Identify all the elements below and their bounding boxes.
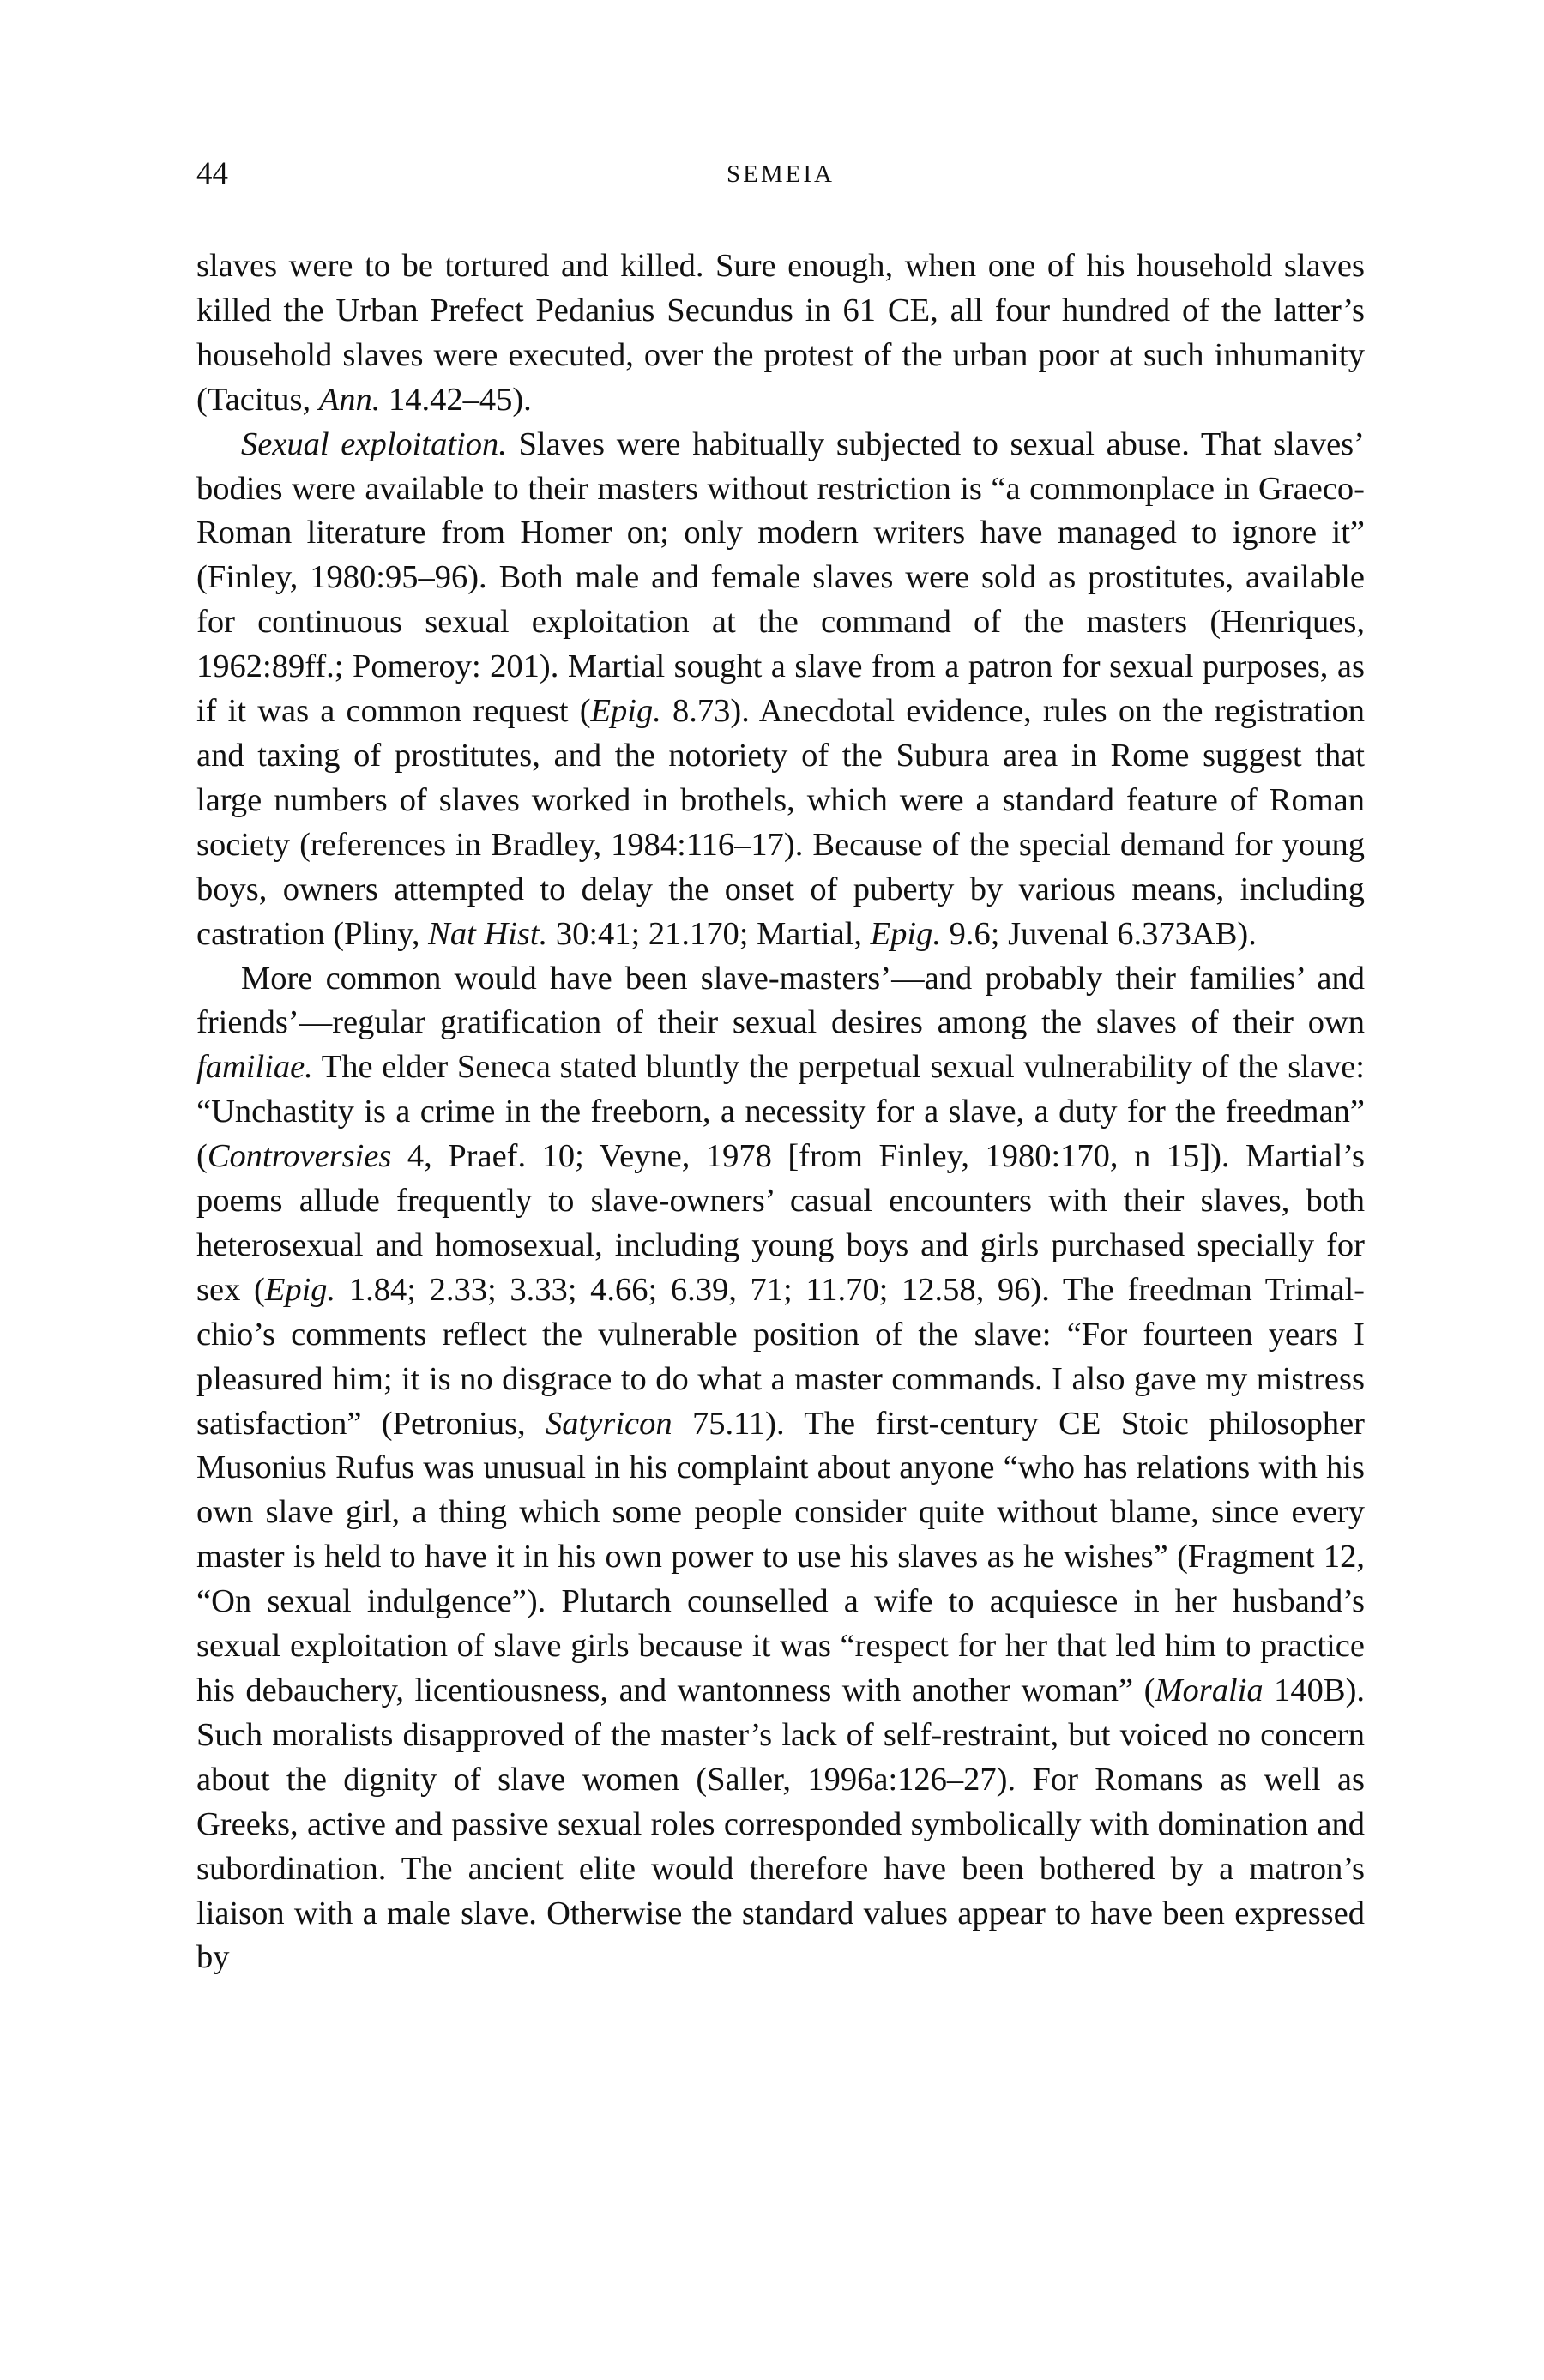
text-run: slaves were to be tortured and killed. Sure enough, when one of his household slaves killed the Urban Prefect Pedanius Secundus in 61 CE, all four hundred of the latter’s household slaves were executed, over the protest of the urban poor at such inhumanity (Tacitus, (196, 248, 1365, 418)
italic-text: Moralia (1155, 1672, 1264, 1708)
italic-text: familiae. (196, 1049, 313, 1086)
running-head (196, 153, 1365, 196)
text-run: 1.84; 2.33; 3.33; 4.66; 6.39, 71; 11.70; 12.58, 96). The freedman Trimalchio’s comments reflect the vulnerable position of the slave: “For fourteen years I pleasured him; it is no disgrace to do what a master commands. I also gave my mistress satisfaction” (Petronius, (196, 1271, 1365, 1442)
text-run: 75.11). The first-century CE Stoic philosopher Musonius Rufus was unusual in his complaint about anyone “who has relations with his own slave girl, a thing which some people consider quite without blame, since every master is held to have it in his own power to use his slaves as he wishes” (Fragment 12, “On sexual indulgence”). Plutarch counselled a wife to acquiesce in her husband’s sexual exploitation of slave girls because it was “respect for her that led him to practice his debauchery, licentiousness, and wantonness with another woman” ( (196, 1405, 1365, 1708)
paragraph (196, 957, 1365, 1981)
body-text (196, 244, 1365, 1980)
italic-text: Nat Hist. (428, 915, 548, 952)
text-run: 140B). Such moralists disapproved of the master’s lack of self-restraint, but voiced no concern about the dignity of slave women (Saller, 1996a:126–27). For Romans as well as Greeks, active and passive sexual roles corresponded symbolically with domination and subordination. The ancient elite would therefore have been bothered by a matron’s liaison with a male slave. Otherwise the standard values appear to have been expressed by (196, 1672, 1366, 1976)
italic-text: Satyricon (546, 1405, 672, 1442)
text-run: Slaves were habitually subjected to sexual abuse. That slaves’ bodies were available to their masters without restriction is “a commonplace in Graeco-Roman literature from Homer on; only modern writers have managed to ignore it” (Finley, 1980:95–96). Both male and female slaves were sold as prostitutes, available for continuous sexual exploitation at the command of the masters (Henriques, 1962:89ff.; Pomeroy: 201). Martial sought a slave from a patron for sexual purposes, as if it was a common request ( (196, 425, 1365, 730)
text-run: More common would have been slave-masters’—and probably their families’ and friends’—regular gratification of their sexual desires among the slaves of their own (196, 960, 1365, 1041)
italic-text: Epig. (590, 693, 661, 730)
italic-text: Ann. (318, 381, 381, 418)
italic-text: Epig. (870, 915, 941, 952)
paragraph (196, 244, 1365, 423)
paragraph (196, 423, 1365, 957)
text-run: 8.73). Anecdotal evidence, rules on the registration and taxing of prostitutes, and the notoriety of the Subura area in Rome suggest that large numbers of slaves worked in brothels, which were a standard feature of Roman society (references in Bradley, 1984:116–17). Because of the special demand for young boys, owners attempted to delay the onset of puberty by various means, including castration (Pliny, (196, 693, 1365, 952)
italic-text: Sexual exploitation. (241, 425, 507, 462)
text-run: 9.6; Juvenal 6.373AB). (941, 915, 1257, 952)
text-run: 4, Praef. 10; Veyne, 1978 [from Finley, 1980:170, n 15]). Martial’s poems allude frequently to slave-owners’ casual encounters with their slaves, both heterosexual and homosexual, including young boys and girls purchased specially for sex ( (196, 1138, 1365, 1308)
text-run: The elder Seneca stated bluntly the perpetual sexual vulnerability of the slave: “Unchastity is a crime in the freeborn, a necessity for a slave, a duty for the freedman” ( (196, 1049, 1365, 1175)
italic-text: Controversies (207, 1138, 392, 1175)
text-run: 14.42–45). (380, 381, 532, 418)
journal-title: SEMEIA (727, 160, 835, 188)
italic-text: Epig. (264, 1271, 336, 1308)
page-number: 44 (196, 156, 228, 191)
text-run: 30:41; 21.170; Martial, (547, 915, 871, 952)
